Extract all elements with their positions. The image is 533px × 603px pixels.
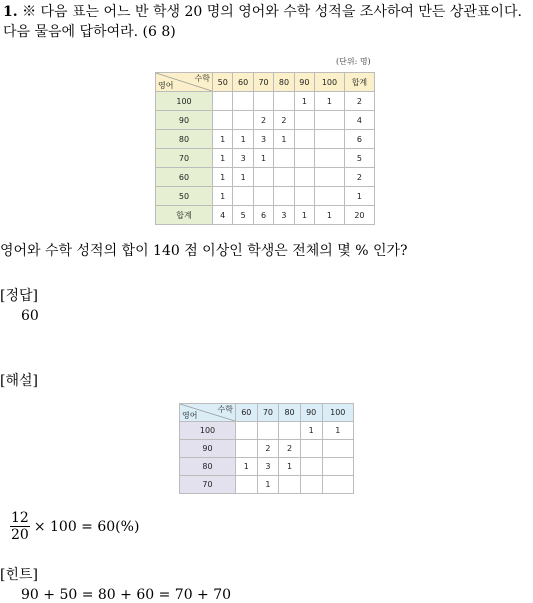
hint-header: [힌트] <box>0 567 38 583</box>
answer-header: [정답] <box>0 288 38 304</box>
table-cell <box>300 458 322 476</box>
fraction <box>10 510 30 543</box>
table-cell <box>274 187 294 206</box>
table-cell: 3 <box>257 458 279 476</box>
table-row <box>156 130 375 149</box>
table-cell <box>322 458 354 476</box>
answer-value: 60 <box>21 308 39 324</box>
table-cell <box>279 476 301 494</box>
table-cell: 1 <box>213 149 233 168</box>
table-cell <box>257 422 279 440</box>
table-row <box>180 476 354 494</box>
column-header: 90 <box>294 73 314 92</box>
row-header: 90 <box>180 440 236 458</box>
explanation-table <box>179 403 354 494</box>
table-cell <box>253 168 273 187</box>
table-cell: 6 <box>344 130 374 149</box>
table-cell: 1 <box>300 422 322 440</box>
table-cell: 2 <box>257 440 279 458</box>
row-header: 50 <box>156 187 213 206</box>
row-header: 합계 <box>156 206 213 225</box>
table-cell <box>253 92 273 111</box>
table-cell <box>274 92 294 111</box>
table-cell: 1 <box>279 458 301 476</box>
question-text: ※ 다음 표는 어느 반 학생 20 명의 영어와 수학 성적을 조사하여 만든 상관표이다. 다음 물음에 답하여라. (6 8) <box>3 4 522 40</box>
corner-english-label: 영어 <box>182 411 198 420</box>
table-cell <box>279 422 301 440</box>
question <box>3 2 531 42</box>
table-cell: 1 <box>233 130 253 149</box>
column-header: 90 <box>300 404 322 422</box>
table-row <box>156 149 375 168</box>
column-header: 80 <box>279 404 301 422</box>
row-header: 90 <box>156 111 213 130</box>
table-row <box>180 440 354 458</box>
column-header: 100 <box>322 404 354 422</box>
correlation-table <box>155 72 375 225</box>
row-header: 70 <box>156 149 213 168</box>
table-cell: 5 <box>233 206 253 225</box>
table-cell <box>300 476 322 494</box>
row-header: 100 <box>180 422 236 440</box>
table-cell <box>294 130 314 149</box>
table-body <box>180 422 354 494</box>
table-cell <box>315 149 345 168</box>
table-cell: 20 <box>344 206 374 225</box>
explanation-header: [해설] <box>0 373 38 389</box>
table-cell: 1 <box>257 476 279 494</box>
table-cell: 2 <box>279 440 301 458</box>
row-header: 70 <box>180 476 236 494</box>
header-row <box>156 73 375 92</box>
corner-math-label: 수학 <box>217 405 233 414</box>
header-row <box>180 404 354 422</box>
table-cell: 4 <box>213 206 233 225</box>
table-cell <box>322 476 354 494</box>
column-header: 70 <box>253 73 273 92</box>
table-cell: 3 <box>233 149 253 168</box>
table-cell: 1 <box>322 422 354 440</box>
table-cell: 1 <box>315 206 345 225</box>
table-cell: 5 <box>344 149 374 168</box>
table-row <box>156 111 375 130</box>
row-header: 80 <box>156 130 213 149</box>
prompt: 영어와 수학 성적의 합이 140 점 이상인 학생은 전체의 몇 % 인가? <box>0 243 408 259</box>
table-cell: 2 <box>344 168 374 187</box>
column-header: 80 <box>274 73 294 92</box>
table-cell: 1 <box>344 187 374 206</box>
table-cell <box>274 149 294 168</box>
table-cell <box>253 187 273 206</box>
table-cell <box>213 111 233 130</box>
table-cell: 1 <box>213 187 233 206</box>
table-cell <box>315 187 345 206</box>
calculation <box>10 510 139 543</box>
table-cell <box>294 149 314 168</box>
column-header: 70 <box>257 404 279 422</box>
column-header: 60 <box>236 404 258 422</box>
table-cell: 3 <box>253 130 273 149</box>
table-row <box>156 206 375 225</box>
table-cell <box>274 168 294 187</box>
column-header: 합계 <box>344 73 374 92</box>
table-cell <box>294 111 314 130</box>
table-row <box>156 168 375 187</box>
column-header: 50 <box>213 73 233 92</box>
table-cell: 2 <box>274 111 294 130</box>
table-cell: 2 <box>344 92 374 111</box>
table-cell: 1 <box>274 130 294 149</box>
table-cell <box>233 92 253 111</box>
table-cell: 6 <box>253 206 273 225</box>
table-cell <box>315 111 345 130</box>
calc-rest: × 100 = 60(%) <box>33 518 140 535</box>
table-cell: 4 <box>344 111 374 130</box>
table-cell <box>233 187 253 206</box>
table-cell <box>322 440 354 458</box>
corner-english-label: 영어 <box>158 81 174 90</box>
row-header: 100 <box>156 92 213 111</box>
table-row <box>156 92 375 111</box>
hint-text: 90 + 50 = 80 + 60 = 70 + 70 <box>21 587 232 603</box>
table-cell <box>236 476 258 494</box>
table-cell: 1 <box>233 168 253 187</box>
question-number: 1. <box>3 4 18 20</box>
table-row <box>156 187 375 206</box>
corner-math-label: 수학 <box>194 74 210 83</box>
table-row <box>180 422 354 440</box>
table-cell: 2 <box>253 111 273 130</box>
table-cell <box>236 440 258 458</box>
column-header: 100 <box>315 73 345 92</box>
table-cell: 3 <box>274 206 294 225</box>
denominator: 20 <box>11 527 29 543</box>
table-cell <box>315 168 345 187</box>
column-header: 60 <box>233 73 253 92</box>
table-cell: 1 <box>294 206 314 225</box>
row-header: 60 <box>156 168 213 187</box>
row-header: 80 <box>180 458 236 476</box>
table-cell: 1 <box>236 458 258 476</box>
table-cell: 1 <box>294 92 314 111</box>
corner-cell <box>180 404 236 422</box>
table-cell: 1 <box>253 149 273 168</box>
table-cell <box>294 187 314 206</box>
table-cell <box>294 168 314 187</box>
table-cell: 1 <box>213 168 233 187</box>
table-cell: 1 <box>315 92 345 111</box>
unit-label: (단위: 명) <box>336 57 371 66</box>
table-cell: 1 <box>213 130 233 149</box>
table-cell <box>233 111 253 130</box>
table-cell <box>300 440 322 458</box>
numerator: 12 <box>11 510 29 526</box>
corner-cell <box>156 73 213 92</box>
table-body <box>156 92 375 225</box>
table-cell <box>236 422 258 440</box>
table-cell <box>213 92 233 111</box>
table-cell <box>315 130 345 149</box>
table-row <box>180 458 354 476</box>
